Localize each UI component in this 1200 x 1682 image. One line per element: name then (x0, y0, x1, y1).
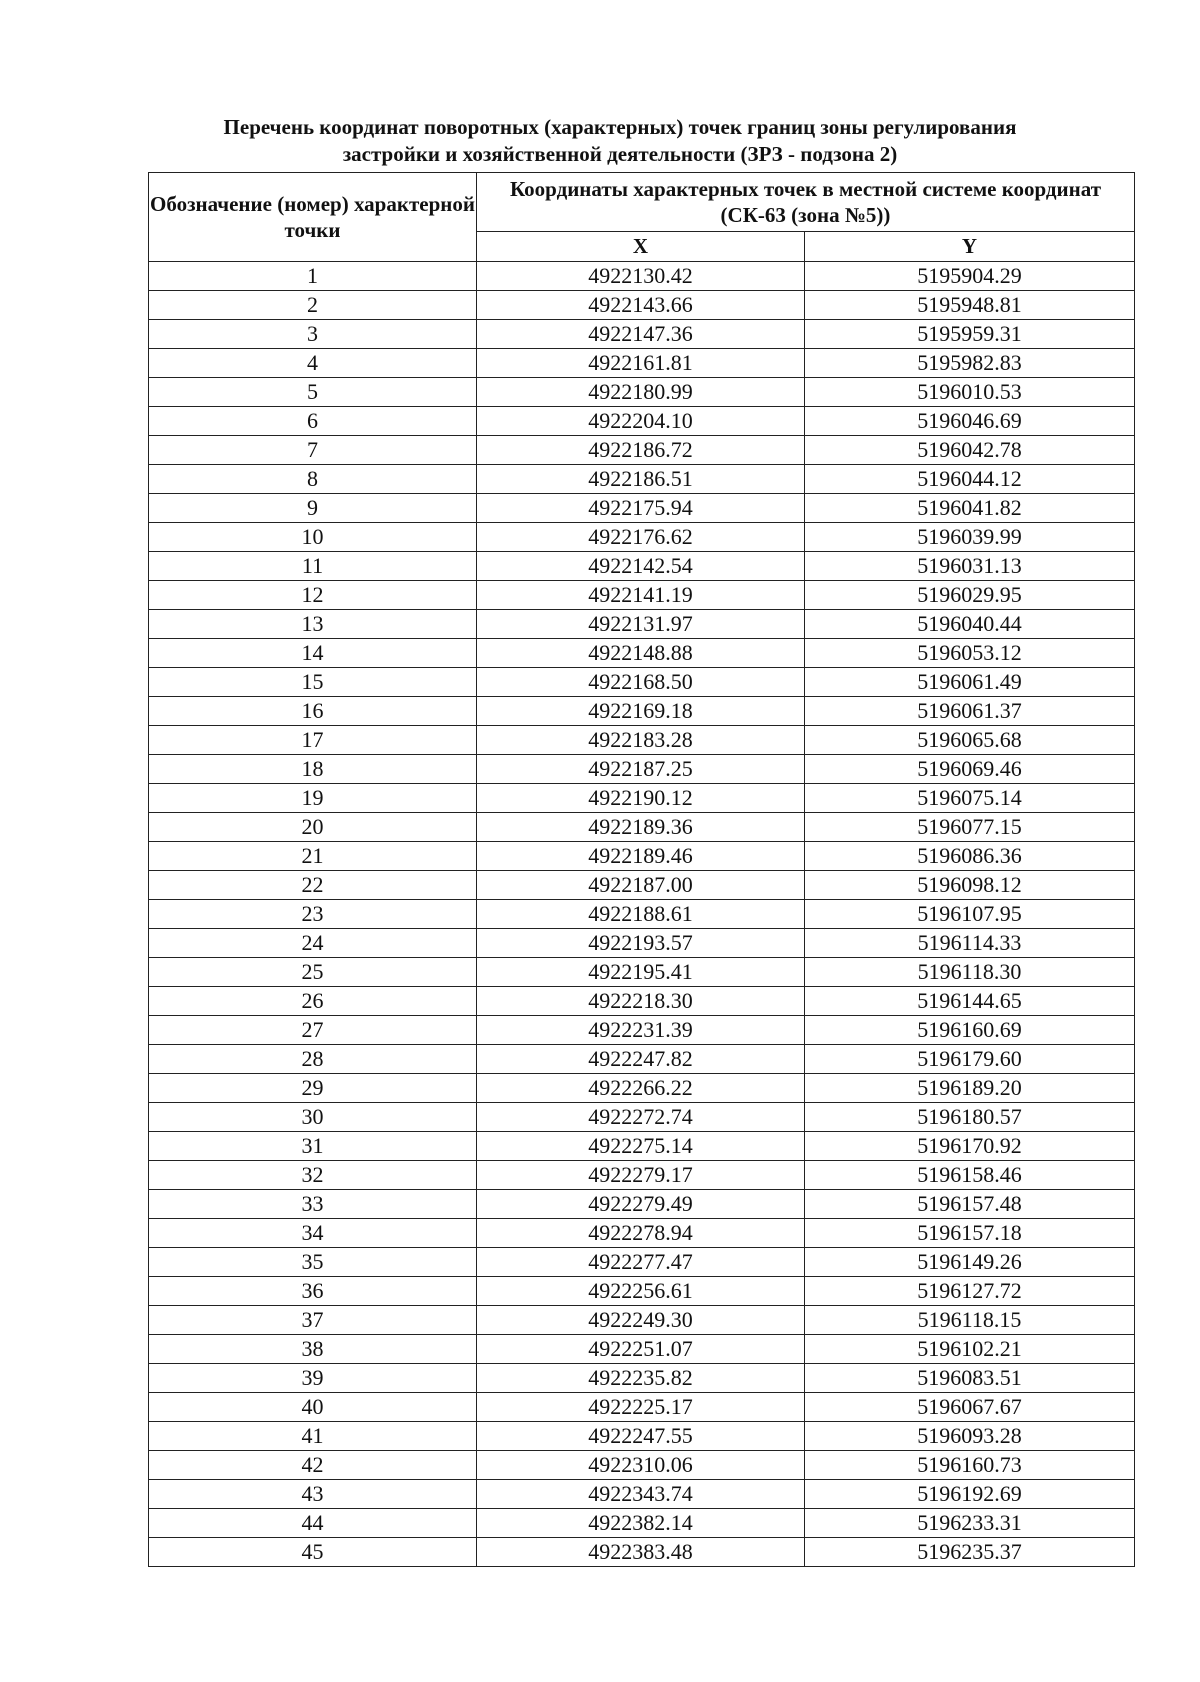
x-coordinate-cell: 4922161.81 (477, 349, 805, 378)
coordinates-system-header: Координаты характерных точек в местной системе координат (СК-63 (зона №5)) (477, 173, 1135, 232)
x-coordinate-cell: 4922130.42 (477, 262, 805, 291)
x-coordinate-cell: 4922256.61 (477, 1277, 805, 1306)
y-coordinate-cell: 5196061.37 (805, 697, 1135, 726)
y-coordinate-cell: 5196160.73 (805, 1451, 1135, 1480)
point-number-cell: 41 (149, 1422, 477, 1451)
table-row (149, 726, 1135, 755)
x-coordinate-cell: 4922183.28 (477, 726, 805, 755)
table-row (149, 1364, 1135, 1393)
x-coordinate-cell: 4922169.18 (477, 697, 805, 726)
x-coordinate-cell: 4922231.39 (477, 1016, 805, 1045)
table-row (149, 378, 1135, 407)
y-coordinate-cell: 5196127.72 (805, 1277, 1135, 1306)
point-number-cell: 29 (149, 1074, 477, 1103)
y-coordinate-cell: 5196075.14 (805, 784, 1135, 813)
y-coordinate-cell: 5196102.21 (805, 1335, 1135, 1364)
y-coordinate-cell: 5196233.31 (805, 1509, 1135, 1538)
x-coordinate-cell: 4922277.47 (477, 1248, 805, 1277)
point-number-cell: 26 (149, 987, 477, 1016)
y-coordinate-cell: 5196083.51 (805, 1364, 1135, 1393)
point-number-cell: 3 (149, 320, 477, 349)
y-coordinate-cell: 5196114.33 (805, 929, 1135, 958)
table-row (149, 1016, 1135, 1045)
point-number-cell: 40 (149, 1393, 477, 1422)
x-coordinate-cell: 4922272.74 (477, 1103, 805, 1132)
table-row (149, 987, 1135, 1016)
point-number-cell: 42 (149, 1451, 477, 1480)
point-number-cell: 22 (149, 871, 477, 900)
point-number-cell: 1 (149, 262, 477, 291)
x-coordinate-cell: 4922279.49 (477, 1190, 805, 1219)
table-row (149, 755, 1135, 784)
point-number-cell: 31 (149, 1132, 477, 1161)
table-row (149, 1190, 1135, 1219)
x-coordinate-cell: 4922225.17 (477, 1393, 805, 1422)
y-coordinate-cell: 5196031.13 (805, 552, 1135, 581)
y-coordinate-cell: 5196160.69 (805, 1016, 1135, 1045)
x-coordinate-cell: 4922235.82 (477, 1364, 805, 1393)
point-number-cell: 27 (149, 1016, 477, 1045)
y-coordinate-cell: 5196179.60 (805, 1045, 1135, 1074)
point-number-cell: 21 (149, 842, 477, 871)
table-row (149, 1161, 1135, 1190)
table-row (149, 1248, 1135, 1277)
y-coordinate-cell: 5196042.78 (805, 436, 1135, 465)
table-row (149, 436, 1135, 465)
x-coordinate-cell: 4922204.10 (477, 407, 805, 436)
y-coordinate-cell: 5196189.20 (805, 1074, 1135, 1103)
y-coordinate-cell: 5195948.81 (805, 291, 1135, 320)
table-row (149, 813, 1135, 842)
y-coordinate-cell: 5196046.69 (805, 407, 1135, 436)
x-coordinate-cell: 4922382.14 (477, 1509, 805, 1538)
point-number-cell: 25 (149, 958, 477, 987)
table-row (149, 1393, 1135, 1422)
point-number-cell: 44 (149, 1509, 477, 1538)
table-row (149, 697, 1135, 726)
x-coordinate-cell: 4922275.14 (477, 1132, 805, 1161)
table-row (149, 1219, 1135, 1248)
x-coordinate-cell: 4922193.57 (477, 929, 805, 958)
table-row (149, 320, 1135, 349)
x-coordinate-cell: 4922186.72 (477, 436, 805, 465)
y-coordinate-cell: 5196157.18 (805, 1219, 1135, 1248)
point-number-cell: 7 (149, 436, 477, 465)
point-number-cell: 20 (149, 813, 477, 842)
x-coordinate-cell: 4922187.25 (477, 755, 805, 784)
y-coordinate-cell: 5196069.46 (805, 755, 1135, 784)
point-number-cell: 14 (149, 639, 477, 668)
point-number-cell: 4 (149, 349, 477, 378)
coordinates-table-body (149, 262, 1135, 1567)
y-coordinate-cell: 5196118.30 (805, 958, 1135, 987)
y-coordinate-cell: 5195904.29 (805, 262, 1135, 291)
point-number-cell: 32 (149, 1161, 477, 1190)
y-coordinate-cell: 5196010.53 (805, 378, 1135, 407)
point-number-cell: 17 (149, 726, 477, 755)
point-number-cell: 13 (149, 610, 477, 639)
y-coordinate-cell: 5196029.95 (805, 581, 1135, 610)
table-row (149, 1480, 1135, 1509)
x-coordinate-cell: 4922175.94 (477, 494, 805, 523)
x-coordinate-cell: 4922188.61 (477, 900, 805, 929)
point-number-header: Обозначение (номер) характерной точки (149, 173, 477, 262)
x-coordinate-cell: 4922176.62 (477, 523, 805, 552)
y-coordinate-cell: 5195959.31 (805, 320, 1135, 349)
table-row (149, 523, 1135, 552)
point-number-cell: 9 (149, 494, 477, 523)
y-coordinate-cell: 5196157.48 (805, 1190, 1135, 1219)
x-coordinate-cell: 4922143.66 (477, 291, 805, 320)
table-row (149, 552, 1135, 581)
x-coordinate-cell: 4922147.36 (477, 320, 805, 349)
point-number-cell: 8 (149, 465, 477, 494)
x-coordinate-cell: 4922218.30 (477, 987, 805, 1016)
y-coordinate-cell: 5196235.37 (805, 1538, 1135, 1567)
x-coordinate-cell: 4922189.46 (477, 842, 805, 871)
table-row (149, 349, 1135, 378)
x-coordinate-cell: 4922249.30 (477, 1306, 805, 1335)
x-coordinate-cell: 4922168.50 (477, 668, 805, 697)
x-coordinate-cell: 4922343.74 (477, 1480, 805, 1509)
x-coordinate-cell: 4922131.97 (477, 610, 805, 639)
point-number-cell: 38 (149, 1335, 477, 1364)
point-number-cell: 19 (149, 784, 477, 813)
x-coordinate-cell: 4922383.48 (477, 1538, 805, 1567)
table-row (149, 581, 1135, 610)
document-title-line-1: Перечень координат поворотных (характерных) точек границ зоны регулирования (223, 115, 1017, 139)
point-number-cell: 15 (149, 668, 477, 697)
y-coordinate-cell: 5196039.99 (805, 523, 1135, 552)
point-number-cell: 43 (149, 1480, 477, 1509)
point-number-cell: 10 (149, 523, 477, 552)
x-coordinate-cell: 4922279.17 (477, 1161, 805, 1190)
x-coordinate-cell: 4922180.99 (477, 378, 805, 407)
table-row (149, 842, 1135, 871)
point-number-cell: 5 (149, 378, 477, 407)
y-coordinate-cell: 5196053.12 (805, 639, 1135, 668)
x-coordinate-cell: 4922247.82 (477, 1045, 805, 1074)
table-row (149, 610, 1135, 639)
table-row (149, 668, 1135, 697)
y-coordinate-cell: 5196107.95 (805, 900, 1135, 929)
point-number-cell: 12 (149, 581, 477, 610)
point-number-cell: 18 (149, 755, 477, 784)
point-number-cell: 16 (149, 697, 477, 726)
document-title (140, 114, 1100, 168)
table-row (149, 1509, 1135, 1538)
x-coordinate-cell: 4922148.88 (477, 639, 805, 668)
table-row (149, 262, 1135, 291)
x-coordinate-cell: 4922266.22 (477, 1074, 805, 1103)
x-column-header: X (477, 231, 805, 261)
table-row (149, 1074, 1135, 1103)
y-coordinate-cell: 5196098.12 (805, 871, 1135, 900)
table-row (149, 900, 1135, 929)
coordinates-table (148, 172, 1135, 1567)
table-row (149, 494, 1135, 523)
x-coordinate-cell: 4922189.36 (477, 813, 805, 842)
y-coordinate-cell: 5196170.92 (805, 1132, 1135, 1161)
point-number-cell: 45 (149, 1538, 477, 1567)
y-coordinate-cell: 5196144.65 (805, 987, 1135, 1016)
point-number-cell: 2 (149, 291, 477, 320)
y-coordinate-cell: 5196086.36 (805, 842, 1135, 871)
point-number-cell: 35 (149, 1248, 477, 1277)
table-row (149, 1451, 1135, 1480)
table-row (149, 1335, 1135, 1364)
x-coordinate-cell: 4922141.19 (477, 581, 805, 610)
x-coordinate-cell: 4922251.07 (477, 1335, 805, 1364)
point-number-cell: 39 (149, 1364, 477, 1393)
table-row (149, 958, 1135, 987)
table-row (149, 784, 1135, 813)
point-number-cell: 23 (149, 900, 477, 929)
x-coordinate-cell: 4922310.06 (477, 1451, 805, 1480)
table-row (149, 1045, 1135, 1074)
table-row (149, 1132, 1135, 1161)
y-coordinate-cell: 5196065.68 (805, 726, 1135, 755)
x-coordinate-cell: 4922142.54 (477, 552, 805, 581)
table-row (149, 871, 1135, 900)
x-coordinate-cell: 4922190.12 (477, 784, 805, 813)
document-title-line-2: застройки и хозяйственной деятельности (ЗРЗ - подзона 2) (342, 142, 898, 166)
x-coordinate-cell: 4922278.94 (477, 1219, 805, 1248)
y-coordinate-cell: 5196067.67 (805, 1393, 1135, 1422)
y-coordinate-cell: 5196077.15 (805, 813, 1135, 842)
y-coordinate-cell: 5196192.69 (805, 1480, 1135, 1509)
point-number-cell: 37 (149, 1306, 477, 1335)
y-column-header: Y (805, 231, 1135, 261)
table-row (149, 1538, 1135, 1567)
y-coordinate-cell: 5196149.26 (805, 1248, 1135, 1277)
table-row (149, 465, 1135, 494)
table-row (149, 291, 1135, 320)
y-coordinate-cell: 5196180.57 (805, 1103, 1135, 1132)
y-coordinate-cell: 5196158.46 (805, 1161, 1135, 1190)
table-row (149, 1103, 1135, 1132)
table-row (149, 407, 1135, 436)
point-number-cell: 24 (149, 929, 477, 958)
y-coordinate-cell: 5196061.49 (805, 668, 1135, 697)
point-number-cell: 30 (149, 1103, 477, 1132)
x-coordinate-cell: 4922195.41 (477, 958, 805, 987)
y-coordinate-cell: 5196040.44 (805, 610, 1135, 639)
table-row (149, 1277, 1135, 1306)
y-coordinate-cell: 5196044.12 (805, 465, 1135, 494)
coordinates-table-header (149, 173, 1135, 262)
table-row (149, 929, 1135, 958)
x-coordinate-cell: 4922187.00 (477, 871, 805, 900)
x-coordinate-cell: 4922186.51 (477, 465, 805, 494)
y-coordinate-cell: 5196041.82 (805, 494, 1135, 523)
table-row (149, 639, 1135, 668)
point-number-cell: 11 (149, 552, 477, 581)
point-number-cell: 33 (149, 1190, 477, 1219)
table-row (149, 1422, 1135, 1451)
table-row (149, 1306, 1135, 1335)
point-number-cell: 34 (149, 1219, 477, 1248)
point-number-cell: 6 (149, 407, 477, 436)
point-number-cell: 28 (149, 1045, 477, 1074)
point-number-cell: 36 (149, 1277, 477, 1306)
y-coordinate-cell: 5196118.15 (805, 1306, 1135, 1335)
y-coordinate-cell: 5196093.28 (805, 1422, 1135, 1451)
y-coordinate-cell: 5195982.83 (805, 349, 1135, 378)
x-coordinate-cell: 4922247.55 (477, 1422, 805, 1451)
